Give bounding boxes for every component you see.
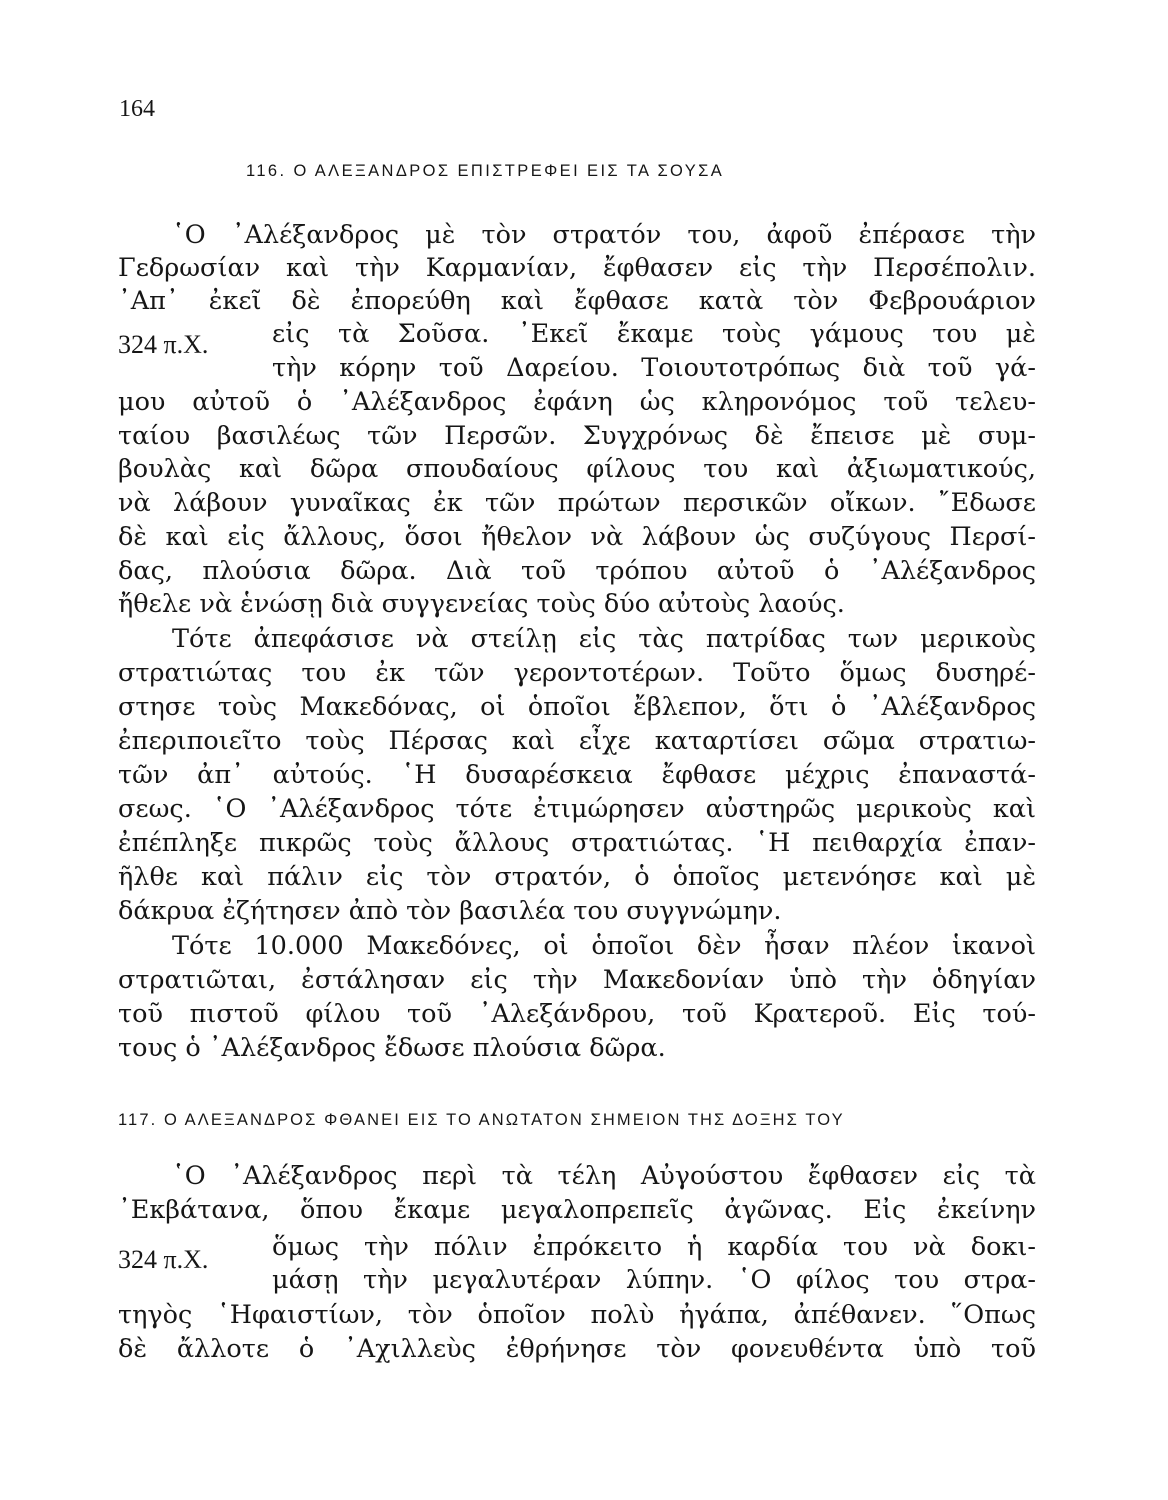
text-line: τηγὸς ῾Ηφαιστίων, τὸν ὁποῖον πολὺ ἠγάπα, ἀπέθανεν. ῞Οπως (118, 1300, 1036, 1330)
text-line: ἐπέπληξε πικρῶς τοὺς ἄλλους στρατιώτας. ῾Η πειθαρχία ἐπαν- (118, 828, 1036, 858)
text-line: τοῦ πιστοῦ φίλου τοῦ ᾿Αλεξάνδρου, τοῦ Κρατεροῦ. Εἰς τού- (118, 999, 1036, 1029)
text-line: τῶν ἀπ᾿ αὐτούς. ῾Η δυσαρέσκεια ἔφθασε μέχρις ἐπαναστά- (118, 760, 1036, 790)
text-line: δάκρυα ἐζήτησεν ἀπὸ τὸν βασιλέα του συγγνώμην. (118, 896, 782, 926)
text-line: νὰ λάβουν γυναῖκας ἐκ τῶν πρώτων περσικῶν οἴκων. ῎Εδωσε (118, 488, 1036, 518)
text-line: Τότε 10.000 Μακεδόνες, οἱ ὁποῖοι δὲν ἦσαν πλέον ἱκανοὶ (172, 931, 1036, 961)
text-line: ἐπεριποιεῖτο τοὺς Πέρσας καὶ εἶχε καταρτίσει σῶμα στρατιω- (118, 726, 1036, 756)
text-line: ἤθελε νὰ ἑνώσῃ διὰ συγγενείας τοὺς δύο αὐτοὺς λαούς. (118, 589, 845, 619)
text-line: ῾Ο ᾿Αλέξανδρος μὲ τὸν στρατόν του, ἀφοῦ ἐπέρασε τὴν (172, 220, 1036, 250)
text-line: τους ὁ ᾿Αλέξανδρος ἔδωσε πλούσια δῶρα. (118, 1033, 666, 1063)
text-line: δας, πλούσια δῶρα. Διὰ τοῦ τρόπου αὐτοῦ ὁ ᾿Αλέξανδρος (118, 556, 1036, 586)
text-line: ῆλθε καὶ πάλιν εἰς τὸν στρατόν, ὁ ὁποῖος μετενόησε καὶ μὲ (118, 862, 1036, 892)
margin-date-324: 324 π.Χ. (118, 330, 209, 359)
text-line: ῾Ο ᾿Αλέξανδρος περὶ τὰ τέλη Αὐγούστου ἔφθασεν εἰς τὰ (172, 1161, 1036, 1191)
text-line: δὲ καὶ εἰς ἄλλους, ὅσοι ἤθελον νὰ λάβουν ὡς συζύγους Περσί- (118, 522, 1036, 552)
text-line: σεως. ῾Ο ᾿Αλέξανδρος τότε ἐτιμώρησεν αὐστηρῶς μερικοὺς καὶ (118, 794, 1036, 824)
text-line: ὅμως τὴν πόλιν ἐπρόκειτο ἡ καρδία του νὰ δοκι- (272, 1232, 1036, 1262)
text-line: τὴν κόρην τοῦ Δαρείου. Τοιουτοτρόπως διὰ τοῦ γά- (272, 353, 1036, 383)
text-line: στρατιώτας του ἐκ τῶν γεροντοτέρων. Τοῦτο ὅμως δυσηρέ- (118, 658, 1036, 688)
text-line: μου αὐτοῦ ὁ ᾿Αλέξανδρος ἐφάνη ὡς κληρονόμος τοῦ τελευ- (118, 387, 1036, 417)
text-line: ᾿Εκβάτανα, ὅπου ἔκαμε μεγαλοπρεπεῖς ἀγῶνας. Εἰς ἐκείνην (118, 1195, 1036, 1225)
text-line: στησε τοὺς Μακεδόνας, οἱ ὁποῖοι ἔβλεπον, ὅτι ὁ ᾿Αλέξανδρος (118, 692, 1036, 722)
text-line: βουλὰς καὶ δῶρα σπουδαίους φίλους του καὶ ἀξιωματικούς, (118, 454, 1036, 484)
text-line: μάσῃ τὴν μεγαλυτέραν λύπην. ῾Ο φίλος του στρα- (272, 1265, 1036, 1295)
page-number: 164 (119, 96, 155, 122)
text-line: Τότε ἀπεφάσισε νὰ στείλῃ εἰς τὰς πατρίδας των μερικοὺς (172, 624, 1036, 654)
text-line: ᾿Απ᾿ ἐκεῖ δὲ ἐπορεύθη καὶ ἔφθασε κατὰ τὸν Φεβρουάριον (118, 286, 1036, 316)
section-heading-117: 117. Ο ΑΛΕΞΑΝΔΡΟΣ ΦΘΑΝΕΙ ΕΙΣ ΤΟ ΑΝΩΤΑΤΟΝ ΣΗΜΕΙΟΝ ΤΗΣ ΔΟΞΗΣ ΤΟΥ (118, 1111, 845, 1129)
margin-date-324: 324 π.Χ. (118, 1245, 209, 1274)
text-line: στρατιῶται, ἐστάλησαν εἰς τὴν Μακεδονίαν ὑπὸ τὴν ὁδηγίαν (118, 965, 1036, 995)
text-line: εἰς τὰ Σοῦσα. ᾿Εκεῖ ἔκαμε τοὺς γάμους του μὲ (272, 319, 1036, 349)
section-heading-116: 116. Ο ΑΛΕΞΑΝΔΡΟΣ ΕΠΙΣΤΡΕΦΕΙ ΕΙΣ ΤΑ ΣΟΥΣΑ (246, 162, 725, 180)
text-line: Γεδρωσίαν καὶ τὴν Καρμανίαν, ἔφθασεν εἰς τὴν Περσέπολιν. (118, 253, 1036, 283)
text-line: δὲ ἄλλοτε ὁ ᾿Αχιλλεὺς ἐθρήνησε τὸν φονευθέντα ὑπὸ τοῦ (118, 1334, 1036, 1364)
text-line: ταίου βασιλέως τῶν Περσῶν. Συγχρόνως δὲ ἔπεισε μὲ συμ- (118, 421, 1036, 451)
